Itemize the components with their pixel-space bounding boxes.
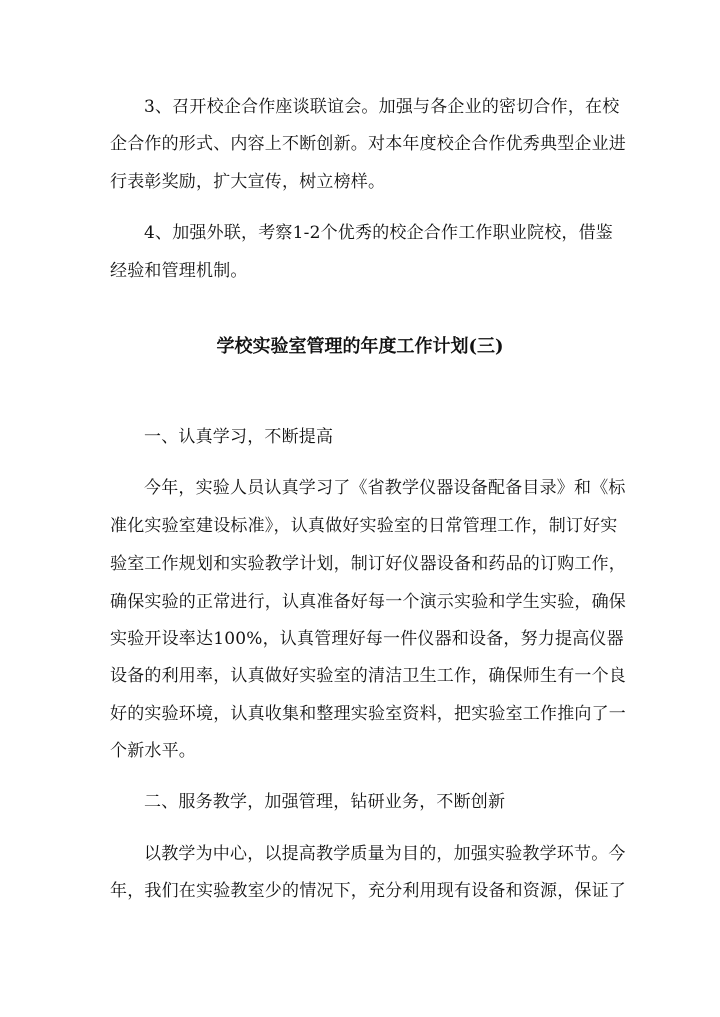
item4-line-1: 4、加强外联，考察1-2个优秀的校企合作工作职业院校，借鉴 <box>144 223 613 243</box>
part1-line-8: 个新水平。 <box>110 741 196 761</box>
part2-line-2: 年，我们在实验教室少的情况下，充分利用现有设备和资源，保证了 <box>110 881 626 901</box>
part2-heading: 二、服务教学，加强管理，钻研业务，不断创新 <box>144 792 506 812</box>
part1-heading: 一、认真学习，不断提高 <box>144 427 334 447</box>
part1-line-7: 好的实验环境，认真收集和整理实验室资料，把实验室工作推向了一 <box>110 704 626 724</box>
part1-line-5: 实验开设率达100%，认真管理好每一件仪器和设备，努力提高仪器 <box>110 629 624 649</box>
part1-line-4: 确保实验的正常进行，认真准备好每一个演示实验和学生实验，确保 <box>110 592 626 612</box>
part1-line-3: 验室工作规划和实验教学计划，制订好仪器设备和药品的订购工作， <box>110 554 626 574</box>
part1-line-6: 设备的利用率，认真做好实验室的清洁卫生工作，确保师生有一个良 <box>110 666 626 686</box>
doc-title: 学校实验室管理的年度工作计划(三) <box>216 336 504 357</box>
item4-line-2: 经验和管理机制。 <box>110 261 248 281</box>
part2-line-1: 以教学为中心，以提高教学质量为目的，加强实验教学环节。今 <box>144 844 626 864</box>
part1-line-2: 准化实验室建设标准》，认真做好实验室的日常管理工作，制订好实 <box>110 516 618 536</box>
item3-line-3: 行表彰奖励，扩大宣传，树立榜样。 <box>110 172 386 192</box>
item3-line-2: 企合作的形式、内容上不断创新。对本年度校企合作优秀典型企业进 <box>110 134 626 154</box>
part1-line-1: 今年，实验人员认真学习了《省教学仪器设备配备目录》和《标 <box>144 478 626 498</box>
item3-line-1: 3、召开校企合作座谈联谊会。加强与各企业的密切合作，在校 <box>144 97 620 117</box>
